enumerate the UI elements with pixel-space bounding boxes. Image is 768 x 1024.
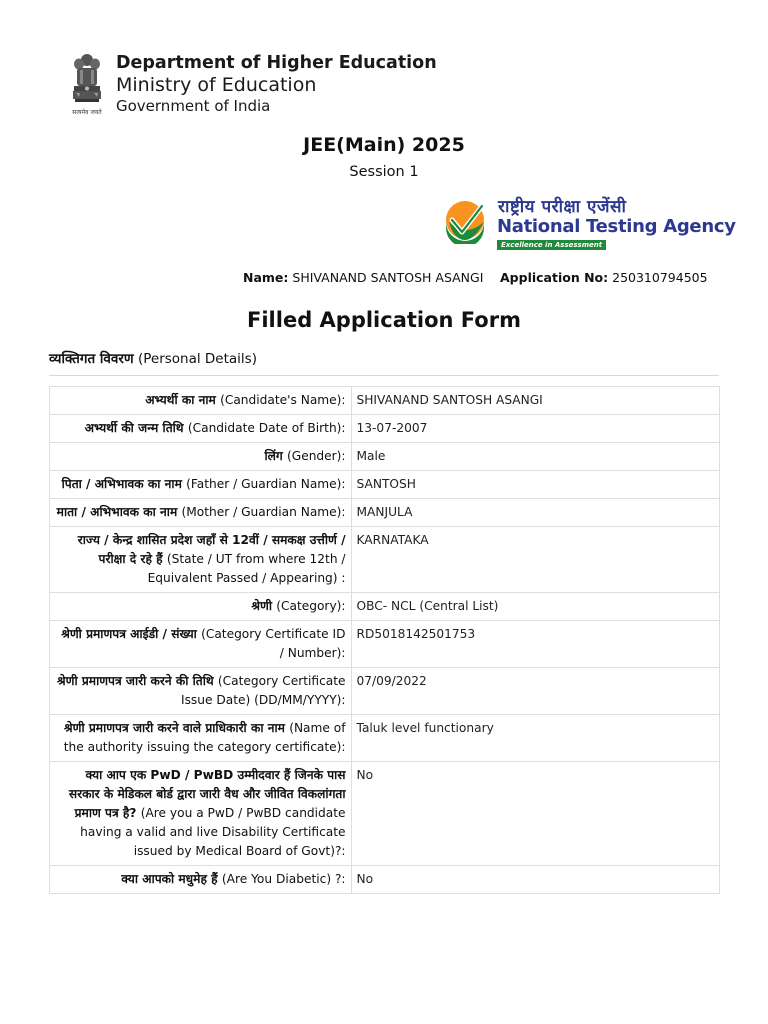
field-label-english: (Candidate's Name): [220, 393, 346, 407]
field-value: KARNATAKA [351, 527, 719, 593]
field-label-english: (State / UT from where 12th / Equivalent Passed / Appearing) : [147, 552, 346, 585]
field-label [50, 499, 352, 527]
application-value: 250310794505 [612, 270, 708, 285]
department-text [116, 52, 437, 116]
field-label-english: (Father / Guardian Name): [186, 477, 346, 491]
field-value: MANJULA [351, 499, 719, 527]
field-label [50, 443, 352, 471]
field-value: No [351, 762, 719, 866]
table-row [50, 387, 720, 415]
department-header [66, 50, 466, 122]
field-label [50, 866, 352, 894]
nta-hindi-name: राष्ट्रीय परीक्षा एजेंसी [498, 197, 627, 217]
field-label-hindi: क्या आप एक PwD / PwBD उम्मीदवार हैं जिनके पास सरकार के मेडिकल बोर्ड द्वारा जारी वैध और जीवित विकलांगता प्रमाण पत्र है? [68, 768, 346, 820]
field-label [50, 415, 352, 443]
field-label-hindi: लिंग [264, 449, 283, 463]
name-label: Name: [243, 270, 289, 285]
table-row [50, 471, 720, 499]
field-label-hindi: श्रेणी [251, 599, 272, 613]
field-value: 07/09/2022 [351, 668, 719, 715]
field-label-english: (Category Certificate ID / Number): [201, 627, 346, 660]
exam-title: JEE(Main) 2025 [303, 134, 465, 156]
field-label-english: (Category): [276, 599, 346, 613]
field-label [50, 387, 352, 415]
application-label: Application No: [500, 270, 609, 285]
field-label [50, 715, 352, 762]
candidate-name-line [243, 270, 483, 285]
field-label [50, 762, 352, 866]
table-row [50, 527, 720, 593]
nta-english-name: National Testing Agency [497, 216, 736, 237]
field-label-english: (Name of the authority issuing the category certificate): [63, 721, 346, 754]
field-value: OBC- NCL (Central List) [351, 593, 719, 621]
field-label-hindi: माता / अभिभावक का नाम [56, 505, 178, 519]
department-name: Department of Higher Education [116, 53, 437, 73]
exam-session: Session 1 [349, 164, 419, 180]
field-label [50, 593, 352, 621]
nta-tagline: Excellence in Assessment [497, 240, 606, 250]
field-label [50, 471, 352, 499]
field-label-hindi: राज्य / केन्द्र शासित प्रदेश जहाँ से 12वीं / समकक्ष उत्तीर्ण / परीक्षा दे रहे हैं [77, 533, 346, 566]
field-label-hindi: श्रेणी प्रमाणपत्र जारी करने की तिथि [57, 674, 214, 688]
name-value: SHIVANAND SANTOSH ASANGI [292, 270, 484, 285]
section-title-english: (Personal Details) [137, 351, 257, 367]
section-title-hindi: व्यक्तिगत विवरण [49, 351, 134, 367]
form-title: Filled Application Form [247, 308, 521, 332]
field-value: RD5018142501753 [351, 621, 719, 668]
application-number-line [500, 270, 708, 285]
nta-logo [444, 196, 736, 254]
field-label-english: (Are You Diabetic) ?: [221, 872, 346, 886]
section-title [49, 349, 257, 367]
nta-check-icon [444, 198, 488, 244]
table-row [50, 443, 720, 471]
field-label-hindi: पिता / अभिभावक का नाम [61, 477, 182, 491]
field-label [50, 527, 352, 593]
ministry-name: Ministry of Education [116, 74, 317, 96]
emblem-motto: सत्यमेव जयते [72, 109, 102, 116]
field-label-english: (Are you a PwD / PwBD candidate having a valid and live Disability Certificate issued by Medical Board of Govt)?: [80, 806, 346, 858]
table-row [50, 621, 720, 668]
table-row [50, 715, 720, 762]
field-value: SANTOSH [351, 471, 719, 499]
field-label-hindi: अभ्यर्थी का नाम [145, 393, 216, 407]
personal-details-table [49, 386, 720, 894]
field-value: Male [351, 443, 719, 471]
field-label-english: (Mother / Guardian Name): [181, 505, 346, 519]
field-label-hindi: श्रेणी प्रमाणपत्र आईडी / संख्या [61, 627, 197, 641]
field-value: 13-07-2007 [351, 415, 719, 443]
table-row [50, 668, 720, 715]
table-row [50, 499, 720, 527]
field-label-english: (Gender): [287, 449, 346, 463]
field-value: Taluk level functionary [351, 715, 719, 762]
field-label [50, 668, 352, 715]
field-value: SHIVANAND SANTOSH ASANGI [351, 387, 719, 415]
table-row [50, 866, 720, 894]
national-emblem-icon [66, 50, 108, 120]
field-label [50, 621, 352, 668]
field-label-english: (Category Certificate Issue Date) (DD/MM/YYYY): [180, 674, 346, 707]
field-label-english: (Candidate Date of Birth): [187, 421, 346, 435]
section-divider [49, 375, 719, 376]
government-name: Government of India [116, 97, 271, 115]
table-row [50, 762, 720, 866]
field-label-hindi: अभ्यर्थी की जन्म तिथि [84, 421, 184, 435]
table-row [50, 415, 720, 443]
field-value: No [351, 866, 719, 894]
field-label-hindi: श्रेणी प्रमाणपत्र जारी करने वाले प्राधिकारी का नाम [64, 721, 285, 735]
field-label-hindi: क्या आपको मधुमेह हैं [121, 872, 218, 886]
table-row [50, 593, 720, 621]
